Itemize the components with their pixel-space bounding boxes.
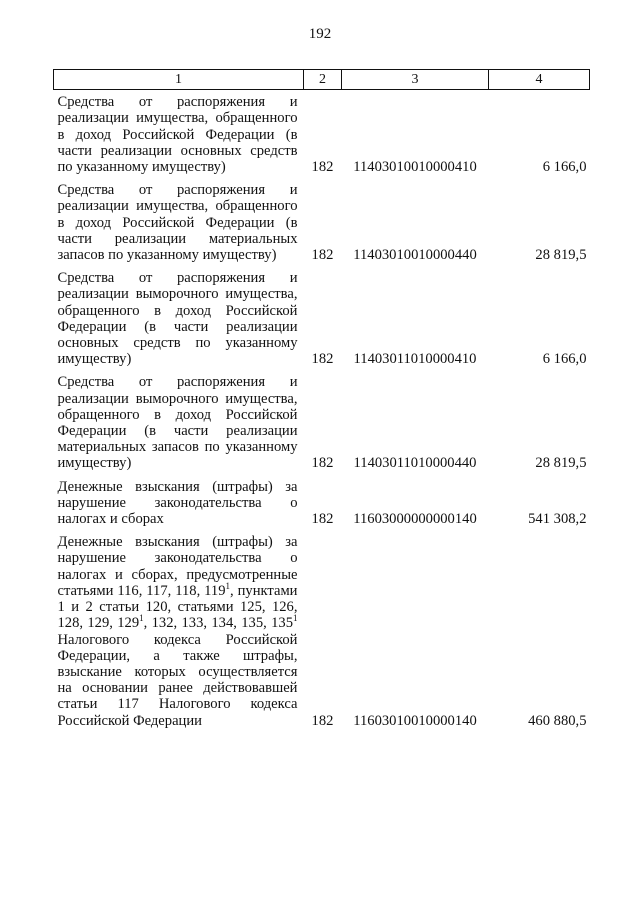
amount: 541 308,2: [528, 511, 587, 528]
table-row: [54, 90, 590, 179]
budget-revenue-table: [53, 69, 590, 732]
administrator-code: 182: [311, 455, 334, 472]
page-number: 192: [308, 26, 332, 42]
amount: 6 166,0: [542, 351, 587, 368]
administrator-code: 182: [311, 247, 334, 264]
article-superscript: 1: [293, 613, 298, 624]
budget-classification-code: 11403010010000410: [353, 159, 477, 176]
amount: 28 819,5: [535, 247, 587, 264]
revenue-name: Средства от распоряжения и реализации выморочного имущества, обращенного в доход Российской Федерации (в части реализации материальных запасов по указанному имуществу): [57, 374, 298, 472]
table-row: [54, 370, 590, 474]
revenue-name: Средства от распоряжения и реализации выморочного имущества, обращенного в доход Российской Федерации (в части реализации основных средств по указанному имуществу): [57, 270, 298, 368]
table-row: [54, 266, 590, 370]
administrator-code: 182: [311, 351, 334, 368]
administrator-code: 182: [311, 511, 334, 528]
revenue-name-part: Денежные взыскания (штрафы) за нарушение законодательства о налогах и сборах, предусмотренные статьями 116, 117, 118, 119: [57, 534, 298, 599]
article-superscript: 1: [139, 613, 144, 624]
table-row: [54, 475, 590, 531]
revenue-name: Средства от распоряжения и реализации имущества, обращенного в доход Российской Федерации (в части реализации материальных запасов по указанному имуществу): [57, 182, 298, 264]
amount: 28 819,5: [535, 455, 587, 472]
budget-classification-code: 11403010010000440: [353, 247, 477, 264]
column-header-2: 2: [304, 70, 342, 90]
table-row: [54, 178, 590, 266]
table-row: [54, 530, 590, 731]
administrator-code: 182: [311, 712, 334, 729]
amount: 6 166,0: [542, 159, 587, 176]
column-header-3: 3: [342, 70, 489, 90]
revenue-name: Средства от распоряжения и реализации имущества, обращенного в доход Российской Федерации (в части реализации основных средств по указанному имуществу): [57, 94, 298, 176]
revenue-name-part: , 132, 133, 134, 135, 135: [143, 615, 294, 632]
budget-classification-code: 11603010010000140: [353, 712, 477, 729]
table-header-row: [54, 70, 590, 90]
budget-classification-code: 11403011010000410: [353, 351, 477, 368]
column-header-4: 4: [489, 70, 590, 90]
column-header-1: 1: [54, 70, 304, 90]
administrator-code: 182: [311, 159, 334, 176]
revenue-name: Денежные взыскания (штрафы) за нарушение законодательства о налогах и сборах: [57, 478, 298, 528]
budget-classification-code: 11603000000000140: [353, 511, 477, 528]
revenue-name: [54, 530, 304, 731]
revenue-name-part: , пунктами 1 и 2 статьи 120, статьями 125, 126, 128, 129, 129: [57, 582, 298, 632]
budget-classification-code: 11403011010000440: [353, 455, 477, 472]
article-superscript: 1: [225, 580, 231, 591]
revenue-name-part: Налогового кодекса Российской Федерации, а также штрафы, взыскание которых осуществляется на основании ранее действовавшей статьи 117 Налогового кодекса Российской Федерации: [57, 631, 298, 729]
amount: 460 880,5: [528, 712, 587, 729]
